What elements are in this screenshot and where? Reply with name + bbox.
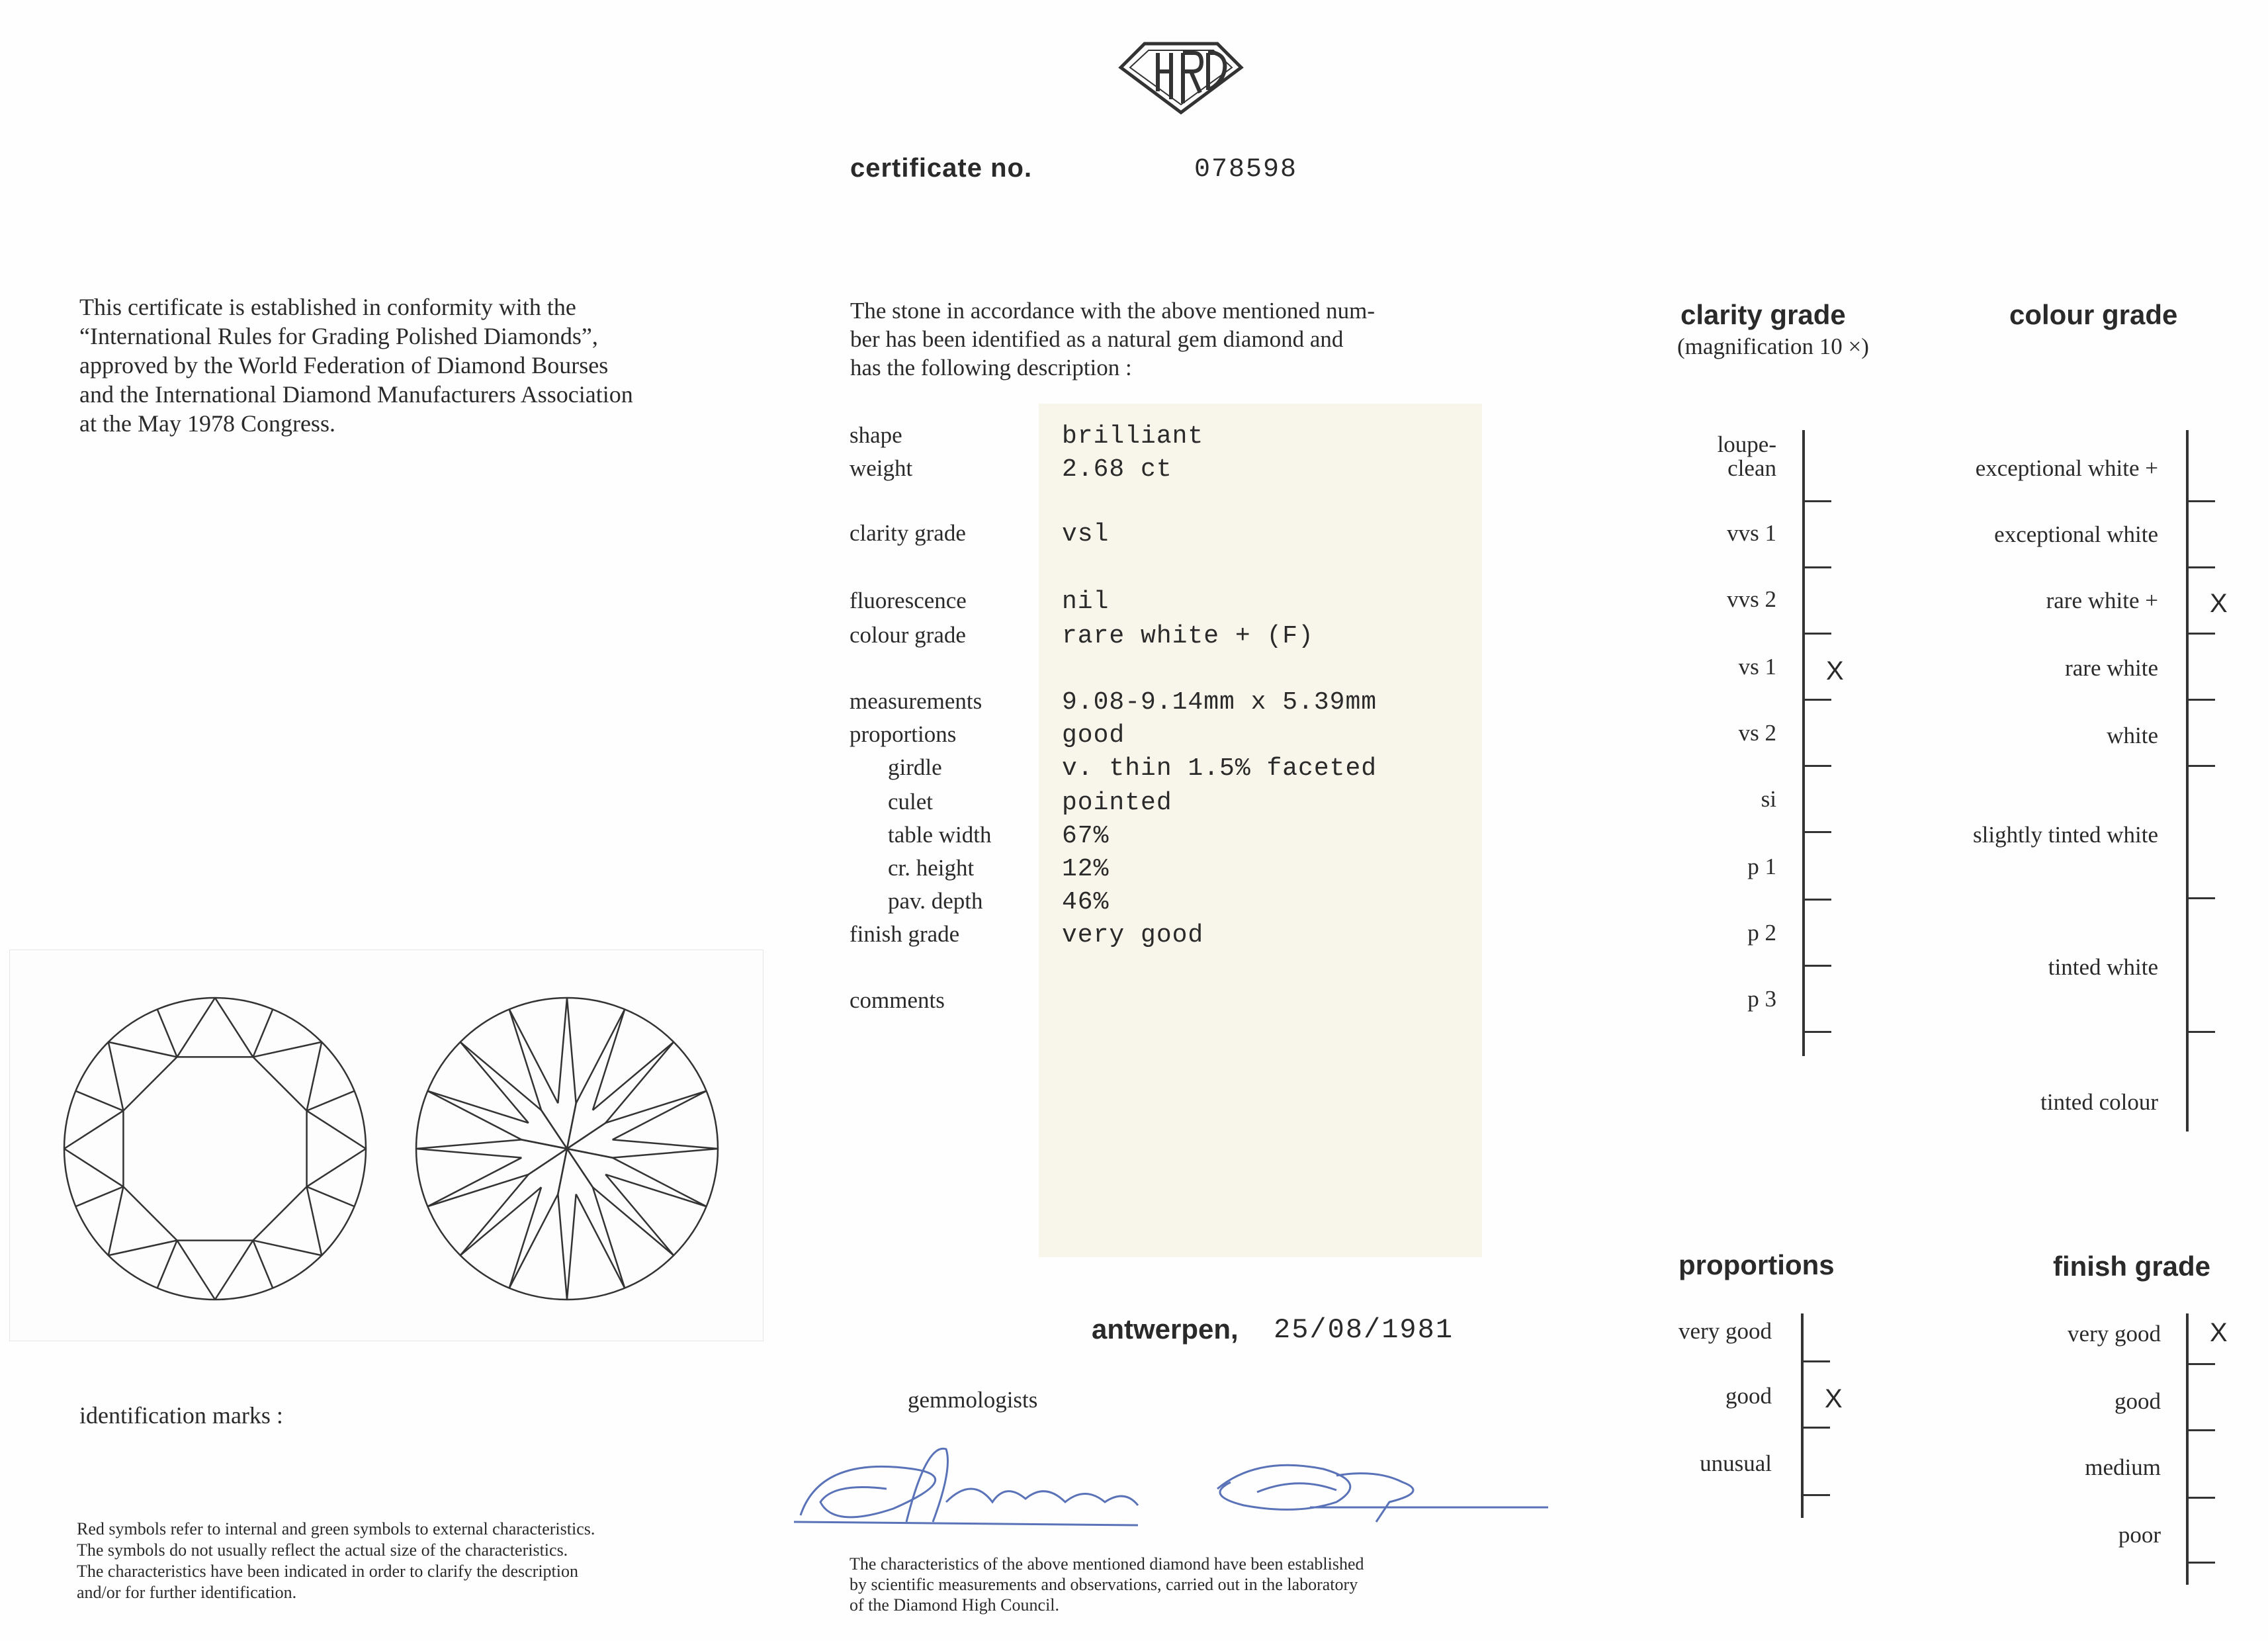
stone-row-value: good: [1062, 721, 1125, 750]
proportions_scale-level-label: good: [1725, 1383, 1772, 1409]
colour_scale-tick: [2186, 566, 2215, 568]
stone-row-label: weight: [850, 455, 913, 481]
stone-row-label: culet: [888, 789, 934, 815]
stone-row-label: comments: [850, 987, 945, 1013]
certificate-number: 078598: [1194, 155, 1298, 185]
stone-row-value: 46%: [1062, 888, 1110, 916]
proportions_scale-tick: [1801, 1427, 1830, 1429]
laboratory-note: [850, 1554, 1485, 1615]
symbols-note: [77, 1519, 732, 1603]
finish_scale-tick: [2186, 1429, 2215, 1431]
pavilion-facet-line: [427, 1091, 528, 1123]
intro-line: and the International Diamond Manufacturers Association: [79, 381, 633, 408]
identification-marks-label: identification marks :: [79, 1402, 283, 1429]
clarity_scale-tick: [1802, 633, 1831, 635]
crown-facet-line: [64, 1149, 123, 1186]
pavilion-facet-line: [567, 998, 576, 1103]
crown-facet-line: [253, 1241, 322, 1256]
pavilion-facet-line: [460, 1187, 541, 1255]
colour_scale-level-label: rare white +: [2046, 588, 2158, 613]
pavilion-facet-line: [460, 1042, 529, 1123]
colour_scale-level-label: exceptional white +: [1975, 455, 2158, 481]
clarity_scale-tick: [1802, 500, 1831, 502]
crown-facet-line: [307, 1186, 355, 1206]
crown-facet-line: [177, 1241, 215, 1300]
crown-facet-line: [253, 1042, 322, 1057]
gemmologists-label: gemmologists: [908, 1387, 1038, 1413]
clarity-scale-title: clarity grade: [1680, 299, 1846, 330]
finish_scale-tick: [2186, 1363, 2215, 1365]
finish_scale-axis-line: [2186, 1313, 2189, 1585]
stone-row-value: 2.68 ct: [1062, 455, 1172, 484]
clarity_scale-level-label: si: [1761, 786, 1776, 812]
proportions-scale-title: proportions: [1679, 1249, 1835, 1280]
pavilion-facet-line: [416, 1149, 521, 1158]
crown-facet-line: [109, 1042, 177, 1057]
certificate-label: certificate no.: [850, 154, 1033, 183]
note-line: The symbols do not usually reflect the actual size of the characteristics.: [77, 1540, 568, 1560]
note-line: The characteristics of the above mentioned diamond have been established: [850, 1554, 1364, 1574]
pavilion-facet-line: [605, 1091, 706, 1123]
proportions_scale-tick: [1801, 1360, 1830, 1362]
crown-facet-line: [109, 1241, 177, 1256]
crown-facet-line: [75, 1186, 123, 1206]
crown-facet-line: [307, 1149, 366, 1186]
intro-paragraph: [79, 292, 715, 438]
colour_scale-selected-mark: X: [2210, 589, 2228, 618]
colour_scale-tick: [2186, 699, 2215, 701]
pavilion-facet-line: [567, 1194, 576, 1300]
stone-row-label: pav. depth: [888, 888, 983, 914]
finish_scale-tick: [2186, 1562, 2215, 1564]
crown-facet-line: [307, 1091, 355, 1111]
stone-intro: [850, 296, 1485, 382]
colour_scale-level-label: exceptional white: [1994, 521, 2158, 547]
stone-row-label: cr. height: [888, 855, 975, 881]
crown-facet-line: [215, 998, 253, 1057]
clarity_scale-level-label: vs 1: [1738, 654, 1776, 680]
crown-facet-line: [253, 1009, 273, 1057]
stone-intro-line: ber has been identified as a natural gem diamond and: [850, 326, 1344, 352]
crown-facet-line: [253, 1241, 273, 1288]
pavilion-facet-line: [593, 1187, 674, 1255]
stone-row-label: clarity grade: [850, 520, 966, 546]
crown-facet-line: [307, 1042, 322, 1111]
crown-facet-line: [157, 1009, 177, 1057]
pavilion-facet-line: [558, 1194, 567, 1300]
clarity_scale-level-label: p 3: [1747, 986, 1776, 1012]
crown-facet-line: [109, 1042, 124, 1111]
pavilion-facet-line: [605, 1175, 706, 1206]
stone-row-label: measurements: [850, 688, 982, 714]
gemmologist-signatures: [794, 1429, 1561, 1548]
stone-row-label: table width: [888, 822, 992, 848]
clarity_scale-level-label: vvs 1: [1727, 520, 1776, 546]
stone-row-label: fluorescence: [850, 588, 967, 613]
note-line: The characteristics have been indicated in order to clarify the description: [77, 1562, 578, 1581]
finish_scale-level-label: good: [2115, 1388, 2161, 1414]
clarity_scale-tick: [1802, 566, 1831, 568]
clarity-scale-subtitle: (magnification 10 ×): [1677, 333, 1869, 359]
stone-row-value: 67%: [1062, 822, 1110, 850]
diamond-diagrams: [10, 950, 763, 1341]
stone-intro-line: has the following description :: [850, 355, 1132, 380]
pavilion-main-line: [541, 1110, 593, 1187]
pavilion-facet-line: [605, 1175, 674, 1255]
colour_scale-level-label: slightly tinted white: [1973, 822, 2158, 848]
stone-row-value: v. thin 1.5% faceted: [1062, 754, 1377, 783]
intro-line: This certificate is established in conformity with the: [79, 294, 576, 320]
clarity_scale-tick: [1802, 765, 1831, 767]
finish_scale-level-label: very good: [2068, 1321, 2161, 1347]
colour_scale-tick: [2186, 500, 2215, 502]
crown-facet-line: [307, 1111, 366, 1149]
clarity_scale-tick: [1802, 899, 1831, 901]
issue-date: 25/08/1981: [1274, 1314, 1454, 1346]
clarity_scale-tick: [1802, 831, 1831, 833]
clarity_scale-level-label: vvs 2: [1727, 586, 1776, 612]
stone-row-value: very good: [1062, 921, 1204, 950]
intro-line: “International Rules for Grading Polished Diamonds”,: [79, 323, 598, 349]
diamond-diagram-box: [9, 950, 763, 1341]
colour_scale-tick: [2186, 765, 2215, 767]
stone-row-value: brilliant: [1062, 422, 1204, 451]
pavilion-facet-line: [460, 1042, 541, 1110]
stone-row-label: finish grade: [850, 921, 960, 947]
colour_scale-level-label: tinted white: [2048, 954, 2158, 980]
stone-row-value: 9.08-9.14mm x 5.39mm: [1062, 688, 1377, 717]
stone-row-label: girdle: [888, 754, 942, 780]
finish_scale-level-label: poor: [2118, 1522, 2161, 1548]
pavilion-facet-line: [558, 998, 567, 1103]
crown-facet-line: [64, 1111, 123, 1149]
clarity_scale-level-label: p 2: [1747, 920, 1776, 946]
proportions_scale-axis-line: [1801, 1313, 1804, 1518]
crown-facet-line: [215, 1241, 253, 1300]
clarity_scale-tick: [1802, 965, 1831, 967]
pavilion-facet-line: [613, 1149, 718, 1158]
colour_scale-tick: [2186, 633, 2215, 635]
pavilion-facet-line: [416, 1139, 521, 1149]
clarity_scale-tick: [1802, 1031, 1831, 1033]
crown-facet-line: [109, 1186, 124, 1255]
pavilion-view-diagram: [416, 998, 718, 1300]
pavilion-facet-line: [605, 1042, 674, 1123]
intro-line: at the May 1978 Congress.: [79, 410, 335, 437]
hrd-logo: [1118, 38, 1244, 114]
crown-facet-line: [157, 1241, 177, 1288]
note-line: by scientific measurements and observations, carried out in the laboratory: [850, 1575, 1358, 1594]
pavilion-facet-line: [613, 1139, 718, 1149]
pavilion-facet-line: [509, 1187, 541, 1288]
clarity_scale-tick: [1802, 699, 1831, 701]
crown-table: [123, 1057, 306, 1240]
crown-view-diagram: [64, 998, 366, 1300]
colour_scale-tick: [2186, 1031, 2215, 1033]
stone-row-value: vsl: [1062, 520, 1110, 549]
stone-row-value: 12%: [1062, 855, 1110, 883]
crown-facet-line: [177, 998, 215, 1057]
stone-row-value: pointed: [1062, 789, 1172, 817]
colour_scale-level-label: tinted colour: [2040, 1089, 2158, 1115]
pavilion-facet-line: [427, 1175, 528, 1206]
crown-facet-line: [75, 1091, 123, 1111]
intro-line: approved by the World Federation of Diamond Bourses: [79, 352, 609, 378]
pavilion-facet-line: [460, 1175, 529, 1255]
proportions_scale-tick: [1801, 1494, 1830, 1496]
clarity_scale-axis-line: [1802, 430, 1805, 1056]
clarity_scale-level-label: p 1: [1747, 854, 1776, 879]
finish_scale-selected-mark: X: [2210, 1318, 2228, 1347]
stone-row-value: nil: [1062, 588, 1110, 616]
finish_scale-level-label: medium: [2085, 1454, 2161, 1480]
clarity_scale-selected-mark: X: [1826, 656, 1844, 686]
clarity_scale-level-label: loupe- clean: [1717, 431, 1776, 481]
note-line: and/or for further identification.: [77, 1583, 297, 1602]
pavilion-facet-line: [593, 1187, 625, 1288]
colour-scale-title: colour grade: [2009, 299, 2178, 330]
proportions_scale-level-label: unusual: [1700, 1450, 1772, 1476]
stone-intro-line: The stone in accordance with the above mentioned num-: [850, 298, 1375, 324]
place-label: antwerpen,: [1092, 1313, 1239, 1345]
finish_scale-tick: [2186, 1497, 2215, 1499]
pavilion-facet-line: [593, 1042, 674, 1110]
finish-scale-title: finish grade: [2053, 1251, 2211, 1282]
pavilion-facet-line: [593, 1009, 625, 1110]
colour_scale-tick: [2186, 897, 2215, 899]
pavilion-facet-line: [509, 1009, 541, 1110]
colour_scale-axis-line: [2186, 430, 2189, 1131]
proportions_scale-selected-mark: X: [1825, 1384, 1843, 1413]
colour_scale-level-label: white: [2107, 723, 2158, 748]
stone-row-label: shape: [850, 422, 902, 448]
clarity_scale-level-label: vs 2: [1738, 720, 1776, 746]
colour_scale-level-label: rare white: [2065, 655, 2158, 681]
crown-facet-line: [307, 1186, 322, 1255]
proportions_scale-level-label: very good: [1679, 1318, 1772, 1344]
note-line: Red symbols refer to internal and green symbols to external characteristics.: [77, 1519, 595, 1538]
stone-row-label: colour grade: [850, 622, 966, 648]
note-line: of the Diamond High Council.: [850, 1595, 1060, 1615]
stone-row-value: rare white + (F): [1062, 622, 1314, 650]
stone-row-label: proportions: [850, 721, 957, 747]
